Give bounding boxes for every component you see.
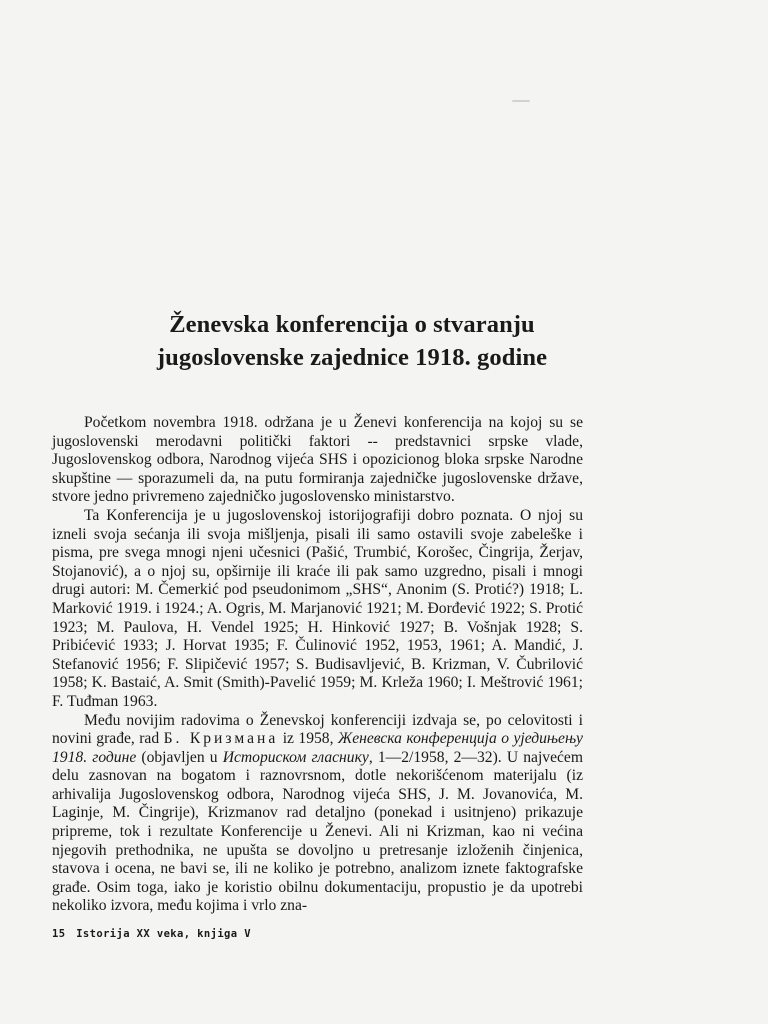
scan-speck xyxy=(512,100,530,102)
paragraph-1: Početkom novembra 1918. održana je u Ženevi konferencija na kojoj su se jugoslovenski merodavni politički faktori -- predstavnici srpske vlade, Jugoslovenskog odbora, Narodnog vijeća SHS i opozicionog bloka srpske Narodne skupštine — sporazumeli da, na putu formiranja zajedničke jugoslovenske države, stvore jedno privremeno zajedničko jugoslovensko ministarstvo. xyxy=(52,414,583,506)
p3-journal: Историском гласнику xyxy=(222,748,369,766)
title-line-2: jugoslovenske zajednice 1918. godine xyxy=(156,344,548,371)
p3-text-a: Među novijim radovima o Ženevskoj konferenciji izdvaja se, po celovitosti i novini građe, rad xyxy=(52,711,583,748)
p3-text-c: (objavljen u xyxy=(136,748,223,766)
article-body xyxy=(52,414,583,916)
page-number: 15 xyxy=(52,928,66,940)
title-line-1: Ženevska konferencija o stvaranju xyxy=(169,311,535,338)
p3-author: Б. Кризмана xyxy=(163,730,279,748)
paragraph-3 xyxy=(52,712,583,917)
p3-text-b: iz 1958, xyxy=(278,730,338,748)
page-footer xyxy=(52,928,255,940)
p3-text-d: , 1—2/1958, 2—32). U najvećem delu zasnovan na bogatom i raznovrsnom, dotle nekorišćenom materijalu (iz arhivalija Jugoslovenskog odbora, Narodnog vijeća SHS, J. M. Jovanovića, M. Laginje, M. Čingrije), Krizmanov rad detaljno (ponekad i usitnjeno) prikazuje pripreme, tok i rezultate Konferencije u Ženevi. Ali ni Krizman, kao ni većina njegovih prethodnika, ne upušta se dovoljno u pretresanje izloženih činjenica, stavova i ocena, ne bavi se, ili ne koliko je potrebno, analizom iznete faktografske građe. Osim toga, iako je koristio obilnu dokumentaciju, propustio je da upotrebi nekoliko izvora, među kojima i vrlo zna- xyxy=(52,748,583,915)
publication-name: Istorija XX veka, knjiga V xyxy=(76,928,251,940)
p3-cited-title: Женевска конференција о уједињењу 1918. године xyxy=(52,730,583,766)
paragraph-2: Ta Konferencija je u jugoslovenskoj istorijografiji dobro poznata. O njoj su izneli svoja sećanja ili svoja mišljenja, pisali ili samo ostavili svoje zabeleške i pisma, pre svega mnogi njeni učesnici (Pašić, Trumbić, Korošec, Čingrija, Žerjav, Stojanović), a o njoj su, opširnije ili kraće ili pak samo uzgredno, pisali i mnogi drugi autori: M. Čemerkić pod pseudonimom „SHS“, Anonim (S. Protić?) 1918; L. Marković 1919. i 1924.; A. Ogris, M. Marjanović 1921; M. Đorđević 1922; S. Protić 1923; M. Paulova, H. Vendel 1925; H. Hinković 1927; B. Vošnjak 1928; S. Pribićević 1933; J. Horvat 1935; F. Čulinović 1952, 1953, 1961; A. Mandić, J. Stefanović 1956; F. Slipičević 1957; S. Budisavljević, B. Krizman, V. Čubrilović 1958; K. Bastaić, A. Smit (Smith)-Pavelić 1959; M. Krleža 1960; I. Meštrović 1961; F. Tuđman 1963. xyxy=(52,506,583,710)
article-title xyxy=(82,308,622,374)
